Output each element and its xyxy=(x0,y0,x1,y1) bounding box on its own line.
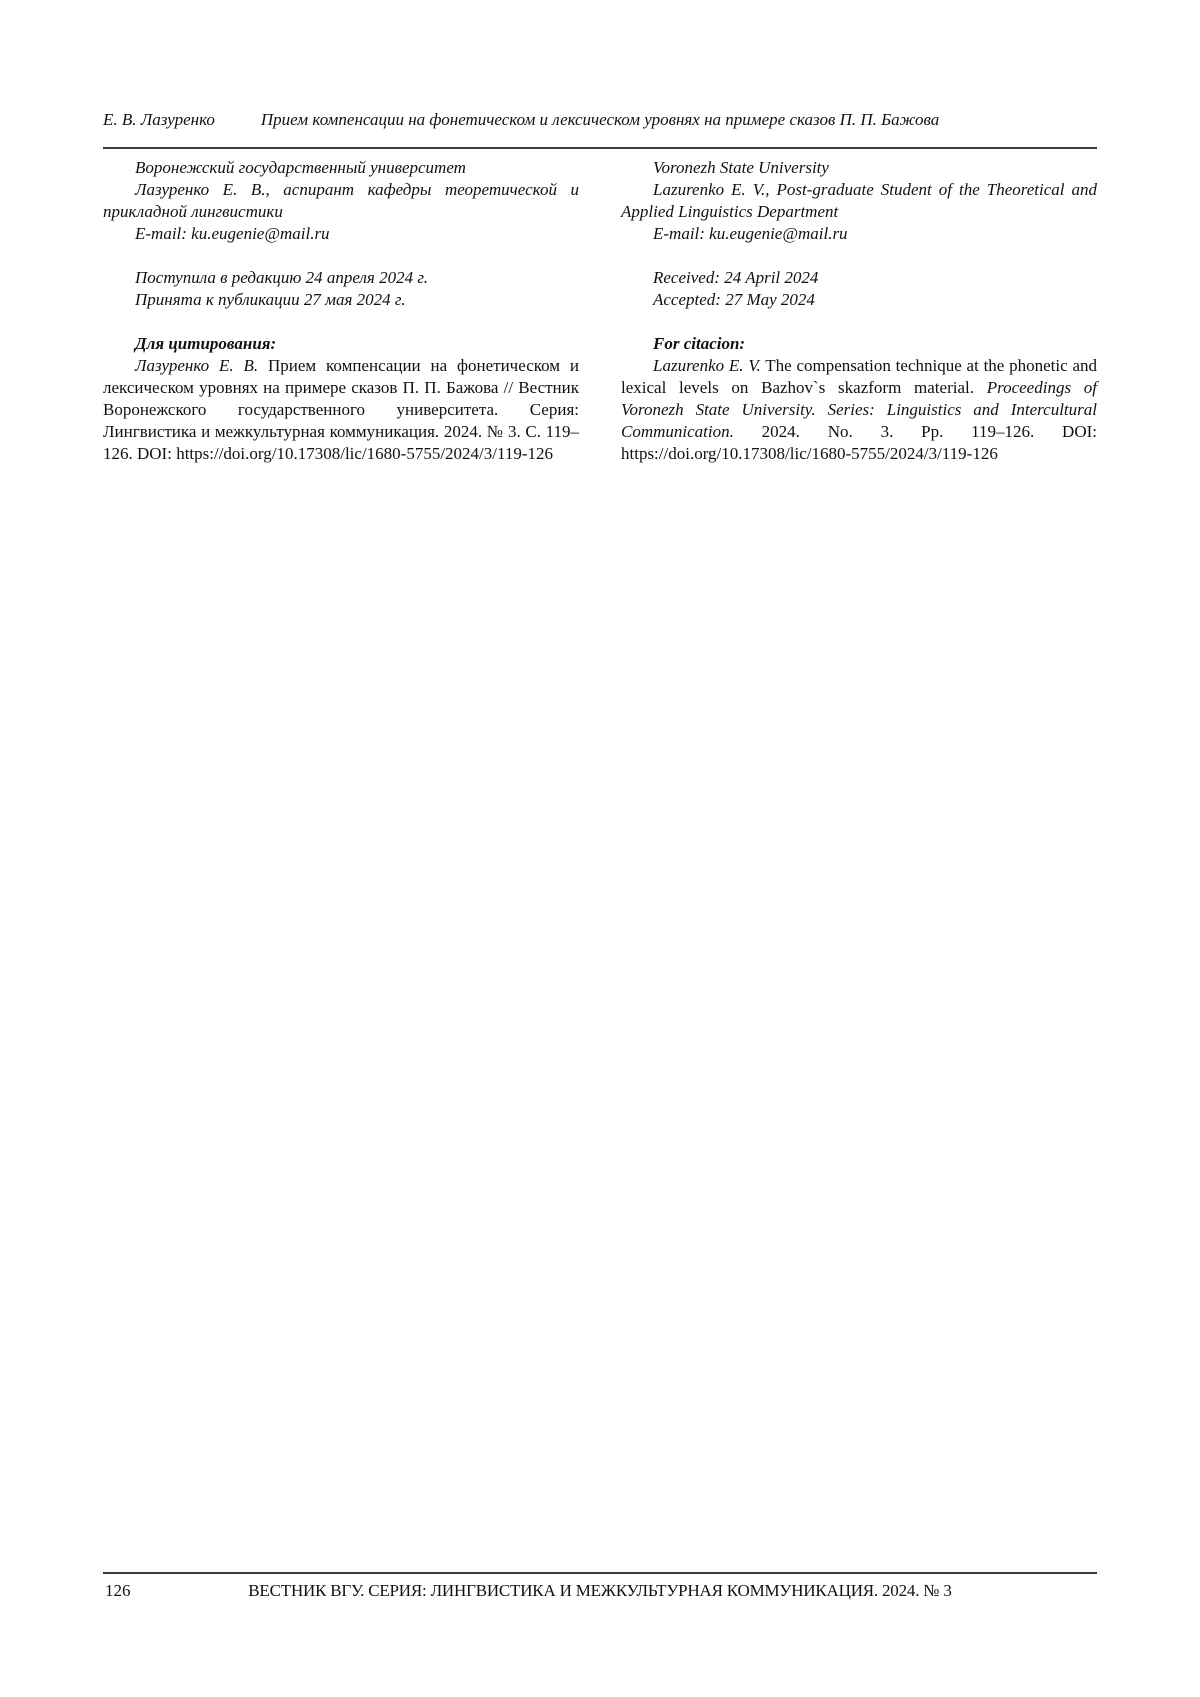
accepted-date-ru: Принята к публикации 27 мая 2024 г. xyxy=(135,290,406,309)
citation-paragraph-en xyxy=(621,355,1097,465)
citation-paragraph-ru xyxy=(103,355,579,465)
email-ru: E-mail: ku.eugenie@mail.ru xyxy=(135,224,330,243)
received-date-en: Received: 24 April 2024 xyxy=(653,268,819,287)
accepted-date-en: Accepted: 27 May 2024 xyxy=(653,290,815,309)
spacer xyxy=(103,245,579,267)
english-metadata-column xyxy=(621,157,1097,465)
author-info-ru: Лазуренко Е. В., аспирант кафедры теоретической и прикладной лингвистики xyxy=(103,180,579,221)
citation-author-ru: Лазуренко Е. В. xyxy=(135,356,259,375)
citation-author-en: Lazurenko E. V. xyxy=(653,356,761,375)
spacer xyxy=(621,245,1097,267)
header-divider-rule xyxy=(103,147,1097,149)
running-header xyxy=(103,110,1097,130)
received-date-ru: Поступила в редакцию 24 апреля 2024 г. xyxy=(135,268,428,287)
spacer xyxy=(103,311,579,333)
spacer xyxy=(621,311,1097,333)
affiliation-ru: Воронежский государственный университет xyxy=(135,158,466,177)
affiliation-en: Voronezh State University xyxy=(653,158,829,177)
citation-text-en-part2: 2024. No. 3. Pp. 119–126. DOI: https://doi.org/10.17308/lic/1680-5755/2024/3/119-126 xyxy=(621,422,1097,463)
russian-metadata-column xyxy=(103,157,579,465)
footer-row xyxy=(103,1581,1097,1601)
citation-text-ru: Прием компенсации на фонетическом и лексическом уровнях на примере сказов П. П. Бажова // Вестник Воронежского государственного университета. Серия: Лингвистика и межкультурная коммуникация. 2024. № 3. С. 119–126. DOI: https://doi.org/10.17308/lic/1680-5755/2024/3/119-126 xyxy=(103,356,580,463)
author-metadata-columns xyxy=(103,157,1097,465)
email-en: E-mail: ku.eugenie@mail.ru xyxy=(653,224,848,243)
citation-heading-en: For citacion: xyxy=(653,334,746,353)
page-footer xyxy=(103,1572,1097,1601)
footer-divider-rule xyxy=(103,1572,1097,1574)
citation-journal-en: Proceedings of Voronezh State University. Series: Linguistics and Intercultural Communication. xyxy=(621,378,1098,441)
citation-heading-ru: Для цитирования: xyxy=(135,334,277,353)
author-info-en: Lazurenko E. V., Post-graduate Student of the Theoretical and Applied Linguistics Department xyxy=(621,180,1097,221)
page-number: 126 xyxy=(105,1581,131,1600)
journal-title: ВЕСТНИК ВГУ. СЕРИЯ: ЛИНГВИСТИКА И МЕЖКУЛЬТУРНАЯ КОММУНИКАЦИЯ. 2024. № 3 xyxy=(248,1581,952,1600)
running-header-author: Е. В. Лазуренко xyxy=(103,110,215,129)
citation-text-en-part1: The compensation technique at the phonetic and lexical levels on Bazhov`s skazform material. xyxy=(621,356,1097,397)
running-header-title: Прием компенсации на фонетическом и лексическом уровнях на примере сказов П. П. Бажова xyxy=(260,110,940,129)
